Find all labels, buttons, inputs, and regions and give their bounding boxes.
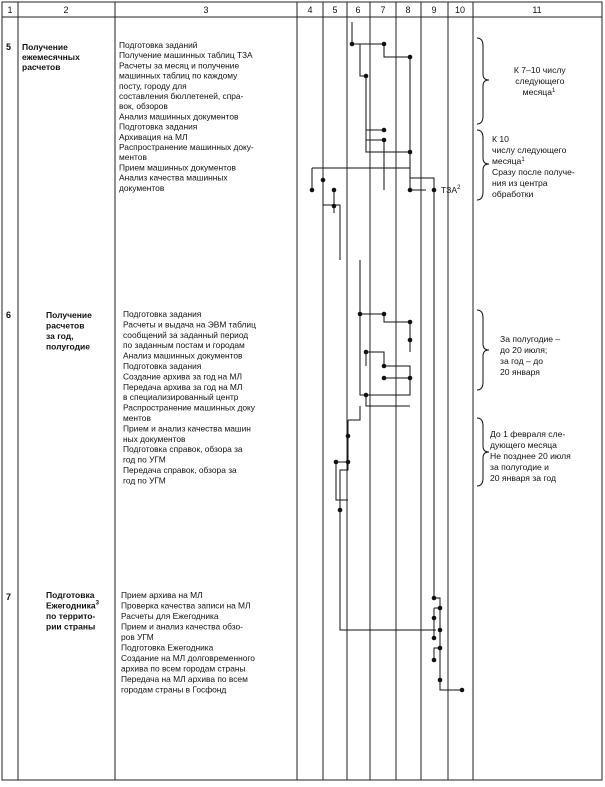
tza-label	[441, 185, 461, 195]
note-line: до 20 июля;	[500, 345, 548, 355]
task-line: Создание архива за год на МЛ	[123, 371, 242, 382]
column-header: 7	[380, 5, 386, 15]
tza-footnote: 2	[457, 185, 461, 191]
stage-name	[22, 42, 82, 72]
network-diagram	[312, 22, 434, 260]
task-line: Расчеты и выдача на ЭВМ таблиц	[123, 319, 256, 330]
row-number: 6	[6, 310, 12, 320]
timing-note	[492, 134, 577, 199]
task-line: Анализ машинных документов	[123, 350, 243, 361]
task-line: ров УГМ	[121, 632, 154, 642]
task-line: Подготовка заданий	[119, 40, 198, 50]
task-line: Распространение машинных доку	[123, 402, 255, 413]
task-line: Прием машинных документов	[119, 162, 236, 173]
task-line: Прием и анализ качества машин	[123, 423, 251, 434]
task-line: Проверка качества записи на МЛ	[121, 600, 251, 611]
row-number: 5	[6, 42, 12, 52]
task-line: ментов	[119, 152, 147, 163]
timing-note	[514, 65, 568, 97]
task-line: составления бюллетеней, спра-	[119, 91, 244, 101]
stage-line: Получение	[22, 42, 68, 52]
column-header: 1	[7, 5, 13, 15]
stage-line	[46, 601, 100, 611]
stage-line: расчетов	[46, 320, 85, 331]
column-header: 4	[307, 5, 313, 15]
stage-footnote: 3	[95, 600, 99, 607]
note-line: Сразу после получе-	[492, 167, 575, 177]
tza-text: ТЗА	[441, 185, 458, 195]
stage-line: полугодие	[46, 341, 90, 352]
note-line	[492, 156, 525, 166]
timing-note	[490, 429, 573, 483]
note-line: За полугодие –	[500, 334, 561, 344]
task-line: Расчеты для Ежегодника	[121, 611, 219, 621]
note-line: До 1 февраля сле-	[490, 429, 566, 439]
column-header: 6	[355, 5, 361, 15]
task-line: Передача справок, обзора за	[123, 465, 237, 475]
task-line: Распространение машинных доку-	[119, 142, 254, 152]
task-list	[121, 590, 257, 695]
stage-line: за год,	[46, 331, 74, 341]
task-line: Получение машинных таблиц ТЗА	[119, 50, 253, 61]
task-line: документов	[119, 182, 165, 193]
note-line: за полугодие и	[490, 462, 549, 472]
stage-line: Получение	[46, 310, 92, 320]
task-line: по заданным постам и городам	[123, 340, 245, 351]
task-line: архива по всем городам страны	[121, 663, 246, 674]
stage-line: рии страны	[46, 621, 96, 632]
row-number: 7	[6, 592, 12, 602]
column-header: 5	[332, 5, 338, 15]
task-line: Подготовка справок, обзора за	[123, 444, 243, 455]
note-line: Не позднее 20 июля	[490, 451, 571, 461]
stage-line: ежемесячных	[22, 52, 80, 62]
note-text: месяца	[492, 156, 522, 166]
task-line: Передача на МЛ архива по всем	[121, 674, 248, 684]
task-line: год по УГМ	[123, 454, 166, 465]
note-text: месяца	[522, 87, 552, 97]
stage-line: Подготовка	[46, 590, 95, 600]
task-list	[123, 309, 258, 485]
note-line: за год – до	[500, 356, 544, 366]
task-line: Расчеты за месяц и получение	[119, 60, 240, 71]
table-row	[6, 22, 577, 260]
stage-text: Ежегодника	[46, 600, 96, 611]
table-grid	[2, 2, 602, 780]
stage-line: расчетов	[22, 62, 61, 72]
task-line: машинных таблиц по каждому	[119, 70, 238, 81]
event-nodes	[334, 312, 413, 513]
note-line: К 7–10 числу	[513, 65, 566, 75]
stage-line: по террито-	[46, 611, 96, 621]
task-line: Создание на МЛ долговременного	[121, 653, 255, 663]
task-line: ментов	[123, 413, 151, 423]
note-line: 20 января	[500, 367, 540, 377]
column-header: 2	[63, 5, 69, 15]
column-header: 8	[405, 5, 411, 15]
note-line: числу следующего	[492, 145, 567, 155]
task-line: Подготовка задания	[123, 361, 202, 371]
note-line: следующего	[515, 76, 565, 86]
note-line: обработки	[492, 189, 534, 199]
task-line: Анализ машинных документов	[119, 111, 239, 122]
task-line: Архивация на МЛ	[119, 131, 188, 142]
note-line: дующего месяца	[490, 440, 557, 450]
task-line: Прием архива на МЛ	[121, 590, 203, 600]
stage-name	[46, 310, 94, 352]
task-line: сообщений за заданный период	[123, 329, 249, 340]
timing-brace	[477, 38, 489, 200]
note-footnote: 1	[521, 157, 525, 163]
task-line: в специализированный центр	[123, 392, 239, 403]
note-line: ния из центра	[492, 178, 548, 188]
task-list	[119, 40, 256, 193]
task-line: Передача архива за год на МЛ	[123, 381, 243, 392]
task-line: Прием и анализ качества обзо-	[121, 621, 243, 632]
task-line: городам страны в Госфонд	[121, 684, 227, 695]
stage-name	[46, 590, 101, 632]
note-line	[523, 87, 556, 97]
task-line: Подготовка задания	[123, 309, 202, 319]
column-header: 9	[431, 5, 437, 15]
timing-brace	[477, 310, 489, 486]
note-line: 20 января за год	[490, 473, 556, 483]
column-header: 10	[454, 5, 466, 15]
event-nodes	[310, 42, 437, 209]
task-line: вок, обзоров	[119, 101, 168, 112]
task-line: Подготовка Ежегодника	[121, 642, 214, 653]
note-footnote: 1	[552, 88, 556, 94]
table-row	[6, 260, 573, 630]
note-line: К 10	[492, 134, 509, 144]
task-line: посту, городу для	[119, 80, 187, 91]
task-line: ных документов	[123, 433, 186, 444]
column-header: 3	[203, 5, 209, 15]
task-line: год по УГМ	[123, 475, 166, 486]
task-line: Анализ качества машинных	[119, 172, 228, 183]
timing-note	[500, 334, 563, 377]
task-line: Подготовка задания	[119, 121, 198, 132]
column-header: 11	[532, 5, 542, 15]
column-headers	[7, 5, 541, 15]
